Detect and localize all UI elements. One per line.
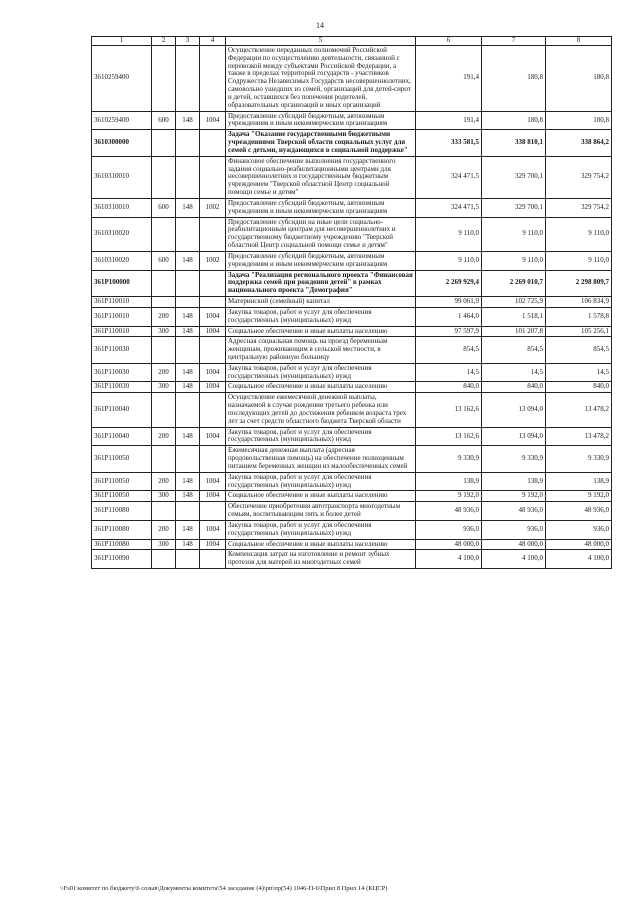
row-code: 3610259400 xyxy=(92,46,152,112)
row-amount-col7: 840,0 xyxy=(482,382,546,393)
row-section: 1004 xyxy=(200,326,226,337)
row-amount-col7: 13 094,0 xyxy=(482,393,546,427)
row-description: Ежемесячная денежная выплата (адресная продовольственная помощь) на обеспечение полноценным питанием беременных женщин из малообеспеченных семей xyxy=(226,446,416,472)
row-kvr xyxy=(152,502,176,521)
row-description: Социальное обеспечение и иные выплаты населению xyxy=(226,491,416,502)
row-amount-col8: 105 256,1 xyxy=(546,326,612,337)
column-header: 6 xyxy=(416,37,482,46)
row-amount-col7: 180,8 xyxy=(482,111,546,130)
row-amount-col6: 14,5 xyxy=(416,363,482,382)
column-header: 5 xyxy=(226,37,416,46)
row-section: 1004 xyxy=(200,382,226,393)
row-amount-col6: 854,5 xyxy=(416,337,482,363)
row-grbs xyxy=(176,446,200,472)
row-grbs xyxy=(176,46,200,112)
row-amount-col6: 333 581,5 xyxy=(416,130,482,156)
row-amount-col8: 338 864,2 xyxy=(546,130,612,156)
row-amount-col7: 101 207,8 xyxy=(482,326,546,337)
row-grbs xyxy=(176,297,200,308)
page-number: 14 xyxy=(316,21,324,30)
row-grbs xyxy=(176,156,200,198)
row-amount-col6: 191,4 xyxy=(416,111,482,130)
row-amount-col8: 106 834,9 xyxy=(546,297,612,308)
row-kvr: 300 xyxy=(152,491,176,502)
table-row xyxy=(92,46,612,112)
row-amount-col8: 14,5 xyxy=(546,363,612,382)
row-section: 1002 xyxy=(200,198,226,217)
row-description: Предоставление субсидии на иные цели социально-реабилитационным центрам для несовершеннолетних и государственному бюджетному учреждению "Тверской областной Центр социальной помощи семье и детям" xyxy=(226,217,416,251)
row-section: 1004 xyxy=(200,307,226,326)
row-amount-col7: 48 000,0 xyxy=(482,539,546,550)
row-amount-col8: 180,8 xyxy=(546,111,612,130)
row-amount-col7: 102 725,9 xyxy=(482,297,546,308)
row-kvr xyxy=(152,393,176,427)
row-amount-col8: 13 478,2 xyxy=(546,393,612,427)
row-amount-col7: 9 330,9 xyxy=(482,446,546,472)
row-kvr: 300 xyxy=(152,539,176,550)
row-grbs: 148 xyxy=(176,427,200,446)
column-number-row xyxy=(92,37,612,46)
row-kvr: 300 xyxy=(152,382,176,393)
column-header: 3 xyxy=(176,37,200,46)
row-description: Компенсация затрат на изготовление и ремонт зубных протезов для матерей из многодетных семей xyxy=(226,550,416,569)
row-kvr xyxy=(152,130,176,156)
row-amount-col8: 138,9 xyxy=(546,472,612,491)
row-section: 1004 xyxy=(200,491,226,502)
table-row xyxy=(92,550,612,569)
table-row xyxy=(92,539,612,550)
row-section: 1004 xyxy=(200,539,226,550)
table-row xyxy=(92,427,612,446)
row-amount-col6: 99 061,9 xyxy=(416,297,482,308)
row-amount-col7: 1 518,1 xyxy=(482,307,546,326)
row-grbs xyxy=(176,502,200,521)
table-row xyxy=(92,111,612,130)
row-description: Социальное обеспечение и иные выплаты населению xyxy=(226,382,416,393)
row-amount-col6: 324 471,5 xyxy=(416,198,482,217)
row-code: 361P110080 xyxy=(92,520,152,539)
row-amount-col6: 9 192,0 xyxy=(416,491,482,502)
row-code: 361P110050 xyxy=(92,472,152,491)
row-amount-col8: 48 936,0 xyxy=(546,502,612,521)
table-row xyxy=(92,156,612,198)
row-amount-col6: 9 110,0 xyxy=(416,251,482,270)
row-code: 361P110080 xyxy=(92,539,152,550)
row-amount-col6: 4 100,0 xyxy=(416,550,482,569)
row-amount-col7: 936,0 xyxy=(482,520,546,539)
row-code: 361P110040 xyxy=(92,393,152,427)
row-description: Обеспечение приобретения автотранспорта многодетным семьям, воспитывающим пять и более детей xyxy=(226,502,416,521)
row-section xyxy=(200,550,226,569)
row-code: 361P110030 xyxy=(92,337,152,363)
table-row xyxy=(92,502,612,521)
row-code: 361P110030 xyxy=(92,363,152,382)
row-description: Социальное обеспечение и иные выплаты населению xyxy=(226,326,416,337)
row-amount-col6: 1 464,0 xyxy=(416,307,482,326)
budget-table xyxy=(91,36,612,569)
table-row xyxy=(92,520,612,539)
row-code: 361P100000 xyxy=(92,270,152,296)
row-code: 361P110080 xyxy=(92,502,152,521)
row-code: 361P110010 xyxy=(92,307,152,326)
row-amount-col6: 2 269 929,4 xyxy=(416,270,482,296)
row-description: Осуществление переданных полномочий Российской Федерации по осуществлению деятельности, связанной с перевозкой между субъектами Российской Федерации, а также в пределах территорий государств - участников Содружества Независимых Государств несовершеннолетних, самовольно ушедших из семей, организаций для детей-сирот и детей, оставшихся без попечения родителей, образовательных организаций и иных организаций xyxy=(226,46,416,112)
row-description: Предоставление субсидий бюджетным, автономным учреждениям и иным некоммерческим организациям xyxy=(226,198,416,217)
row-amount-col7: 329 700,1 xyxy=(482,156,546,198)
row-amount-col8: 9 330,9 xyxy=(546,446,612,472)
row-description: Закупка товаров, работ и услуг для обеспечения государственных (муниципальных) нужд xyxy=(226,307,416,326)
row-section: 1004 xyxy=(200,363,226,382)
row-amount-col6: 9 330,9 xyxy=(416,446,482,472)
row-code: 361P110010 xyxy=(92,297,152,308)
row-kvr: 300 xyxy=(152,326,176,337)
row-description: Задача "Реализация регионального проекта "Финансовая поддержка семей при рождении детей" в рамках национального проекта "Демография" xyxy=(226,270,416,296)
row-section xyxy=(200,337,226,363)
row-description: Предоставление субсидий бюджетным, автономным учреждениям и иным некоммерческим организациям xyxy=(226,251,416,270)
row-kvr xyxy=(152,46,176,112)
row-section xyxy=(200,156,226,198)
row-amount-col8: 9 110,0 xyxy=(546,251,612,270)
row-kvr: 200 xyxy=(152,520,176,539)
row-kvr: 200 xyxy=(152,427,176,446)
row-code: 361P110090 xyxy=(92,550,152,569)
table-row xyxy=(92,297,612,308)
row-amount-col6: 48 000,0 xyxy=(416,539,482,550)
row-amount-col8: 329 754,2 xyxy=(546,198,612,217)
column-header: 2 xyxy=(152,37,176,46)
row-section xyxy=(200,270,226,296)
column-header: 1 xyxy=(92,37,152,46)
table-row xyxy=(92,198,612,217)
table-row xyxy=(92,217,612,251)
row-code: 3610310020 xyxy=(92,217,152,251)
row-section xyxy=(200,446,226,472)
row-grbs: 148 xyxy=(176,539,200,550)
table-row xyxy=(92,363,612,382)
row-amount-col8: 13 478,2 xyxy=(546,427,612,446)
row-kvr: 600 xyxy=(152,251,176,270)
row-amount-col8: 9 192,0 xyxy=(546,491,612,502)
row-section xyxy=(200,46,226,112)
row-section xyxy=(200,217,226,251)
row-amount-col8: 1 578,8 xyxy=(546,307,612,326)
row-grbs: 148 xyxy=(176,491,200,502)
row-kvr xyxy=(152,156,176,198)
row-section: 1004 xyxy=(200,427,226,446)
row-kvr: 200 xyxy=(152,472,176,491)
row-grbs: 148 xyxy=(176,307,200,326)
row-description: Задача "Оказание государственными бюджетными учреждениями Тверской области социальных услуг для семей с детьми, нуждающихся в социальной поддержке" xyxy=(226,130,416,156)
row-amount-col8: 48 000,0 xyxy=(546,539,612,550)
row-amount-col6: 936,0 xyxy=(416,520,482,539)
row-section xyxy=(200,393,226,427)
row-amount-col6: 13 162,6 xyxy=(416,393,482,427)
row-amount-col8: 936,0 xyxy=(546,520,612,539)
row-description: Закупка товаров, работ и услуг для обеспечения государственных (муниципальных) нужд xyxy=(226,472,416,491)
row-grbs xyxy=(176,270,200,296)
row-amount-col7: 14,5 xyxy=(482,363,546,382)
row-amount-col7: 329 700,1 xyxy=(482,198,546,217)
row-kvr xyxy=(152,337,176,363)
row-code: 3610300000 xyxy=(92,130,152,156)
row-kvr xyxy=(152,550,176,569)
row-amount-col7: 48 936,0 xyxy=(482,502,546,521)
row-code: 361P110010 xyxy=(92,326,152,337)
row-kvr xyxy=(152,217,176,251)
column-header: 7 xyxy=(482,37,546,46)
row-description: Закупка товаров, работ и услуг для обеспечения государственных (муниципальных) нужд xyxy=(226,427,416,446)
row-amount-col8: 854,5 xyxy=(546,337,612,363)
file-path-footer: \\Fs01\комитет по бюджету\6 созыв\Документы комитета\54 заседание (4)\рп\пр(54) 1046-П-6\Прил 8 Прил 14 (КЦСР) xyxy=(60,885,388,892)
row-section: 1004 xyxy=(200,472,226,491)
row-description: Финансовое обеспечение выполнения государственного задания социально-реабилитационными центрами для несовершеннолетних и государственным бюджетным учреждением "Тверской областной Центр социальной помощи семье и детям" xyxy=(226,156,416,198)
row-amount-col8: 4 100,0 xyxy=(546,550,612,569)
column-header: 4 xyxy=(200,37,226,46)
table-row xyxy=(92,326,612,337)
row-kvr: 600 xyxy=(152,198,176,217)
row-description: Адресная социальная помощь на проезд беременным женщинам, проживающим в сельской местности, в центральную районную больницу xyxy=(226,337,416,363)
row-grbs xyxy=(176,130,200,156)
row-amount-col8: 840,0 xyxy=(546,382,612,393)
row-amount-col6: 840,0 xyxy=(416,382,482,393)
row-grbs: 148 xyxy=(176,326,200,337)
row-grbs: 148 xyxy=(176,198,200,217)
row-amount-col6: 191,4 xyxy=(416,46,482,112)
table-row xyxy=(92,337,612,363)
table-row xyxy=(92,491,612,502)
table-row xyxy=(92,382,612,393)
row-amount-col7: 9 110,0 xyxy=(482,251,546,270)
row-amount-col6: 48 936,0 xyxy=(416,502,482,521)
table-row xyxy=(92,270,612,296)
row-grbs: 148 xyxy=(176,111,200,130)
row-description: Предоставление субсидий бюджетным, автономным учреждениям и иным некоммерческим организациям xyxy=(226,111,416,130)
row-grbs xyxy=(176,337,200,363)
row-description: Закупка товаров, работ и услуг для обеспечения государственных (муниципальных) нужд xyxy=(226,363,416,382)
row-section xyxy=(200,297,226,308)
row-description: Закупка товаров, работ и услуг для обеспечения государственных (муниципальных) нужд xyxy=(226,520,416,539)
row-section: 1004 xyxy=(200,520,226,539)
row-code: 3610310010 xyxy=(92,156,152,198)
row-code: 3610310010 xyxy=(92,198,152,217)
row-grbs: 148 xyxy=(176,251,200,270)
table-row xyxy=(92,130,612,156)
table-row xyxy=(92,446,612,472)
row-amount-col7: 338 810,1 xyxy=(482,130,546,156)
row-amount-col6: 324 471,5 xyxy=(416,156,482,198)
table-row xyxy=(92,393,612,427)
row-description: Материнский (семейный) капитал xyxy=(226,297,416,308)
row-section xyxy=(200,502,226,521)
table-row xyxy=(92,307,612,326)
row-amount-col8: 9 110,0 xyxy=(546,217,612,251)
row-grbs: 148 xyxy=(176,520,200,539)
row-description: Осуществление ежемесячной денежной выплаты, назначаемой в случае рождения третьего ребенка или последующих детей до достижения ребенком возраста трех лет за счет средств областного бюджета Тверской области xyxy=(226,393,416,427)
table-row xyxy=(92,472,612,491)
row-code: 361P110050 xyxy=(92,491,152,502)
row-section: 1004 xyxy=(200,111,226,130)
row-kvr: 200 xyxy=(152,363,176,382)
row-section: 1002 xyxy=(200,251,226,270)
table-row xyxy=(92,251,612,270)
row-amount-col7: 4 100,0 xyxy=(482,550,546,569)
row-amount-col8: 329 754,2 xyxy=(546,156,612,198)
row-amount-col8: 180,8 xyxy=(546,46,612,112)
row-amount-col6: 13 162,6 xyxy=(416,427,482,446)
column-header: 8 xyxy=(546,37,612,46)
row-amount-col7: 138,9 xyxy=(482,472,546,491)
row-kvr: 600 xyxy=(152,111,176,130)
row-amount-col8: 2 298 809,7 xyxy=(546,270,612,296)
row-amount-col7: 180,8 xyxy=(482,46,546,112)
row-code: 361P110030 xyxy=(92,382,152,393)
row-amount-col6: 97 597,9 xyxy=(416,326,482,337)
row-amount-col6: 138,9 xyxy=(416,472,482,491)
row-kvr xyxy=(152,297,176,308)
row-kvr xyxy=(152,446,176,472)
row-grbs: 148 xyxy=(176,382,200,393)
row-section xyxy=(200,130,226,156)
row-amount-col6: 9 110,0 xyxy=(416,217,482,251)
row-code: 361P110050 xyxy=(92,446,152,472)
row-grbs: 148 xyxy=(176,472,200,491)
row-grbs xyxy=(176,393,200,427)
row-code: 3610310020 xyxy=(92,251,152,270)
row-grbs: 148 xyxy=(176,363,200,382)
row-grbs xyxy=(176,217,200,251)
row-grbs xyxy=(176,550,200,569)
row-code: 3610259400 xyxy=(92,111,152,130)
row-amount-col7: 2 269 010,7 xyxy=(482,270,546,296)
row-kvr: 200 xyxy=(152,307,176,326)
row-amount-col7: 13 094,0 xyxy=(482,427,546,446)
row-code: 361P110040 xyxy=(92,427,152,446)
row-description: Социальное обеспечение и иные выплаты населению xyxy=(226,539,416,550)
row-kvr xyxy=(152,270,176,296)
row-amount-col7: 9 110,0 xyxy=(482,217,546,251)
row-amount-col7: 854,5 xyxy=(482,337,546,363)
row-amount-col7: 9 192,0 xyxy=(482,491,546,502)
